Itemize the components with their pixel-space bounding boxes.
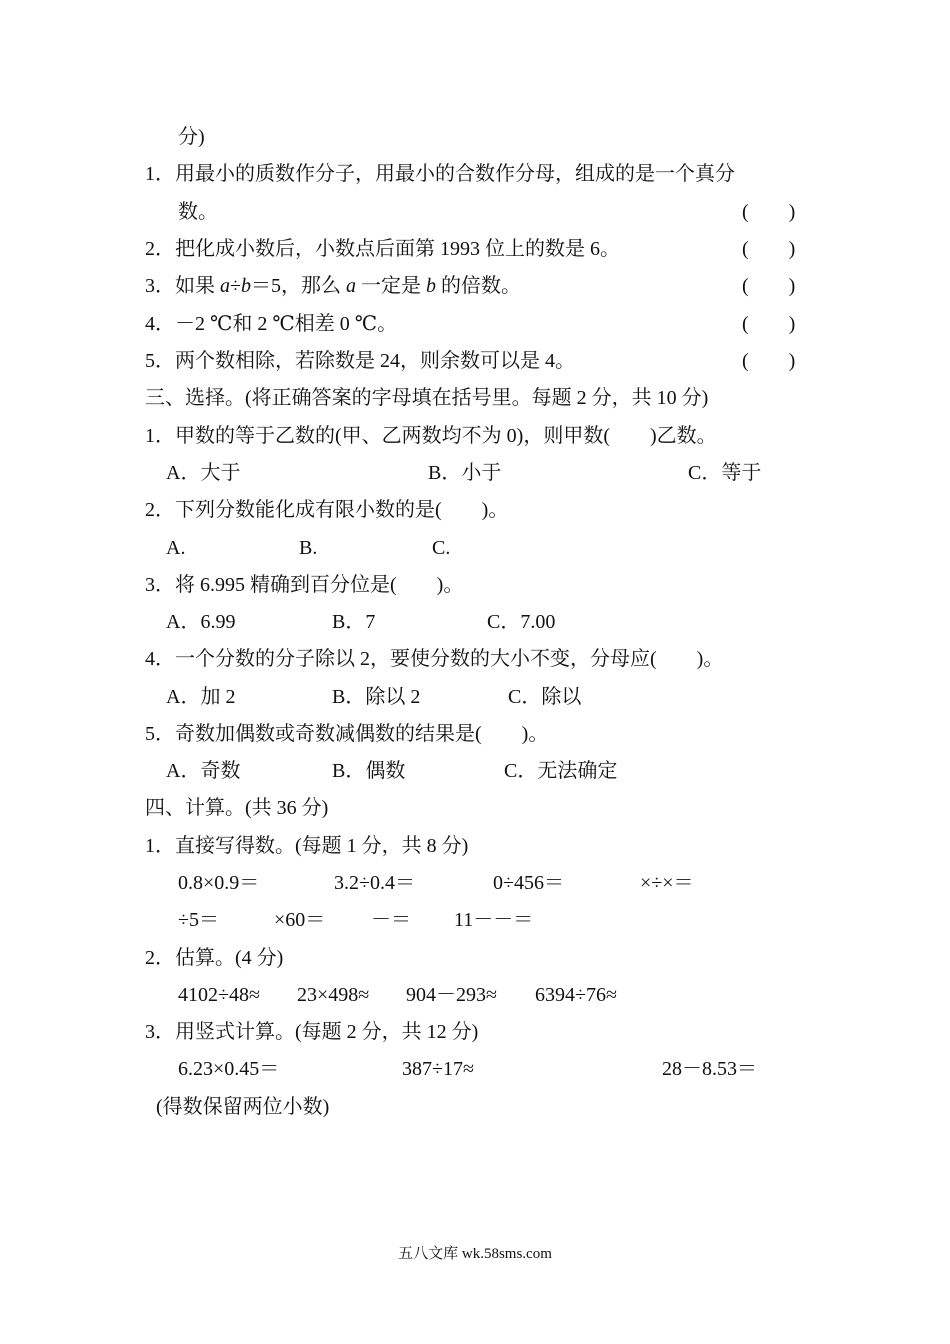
option-a[interactable]: A．加 2	[166, 686, 236, 708]
variable-a: a	[220, 275, 230, 297]
calc-expression: －＝	[371, 909, 411, 931]
choice-question-3: 3．将 6.995 精确到百分位是( )。	[145, 574, 464, 596]
judge-item-1	[145, 162, 735, 186]
variable-b: b	[240, 275, 251, 297]
footer-watermark: 五八文库 wk.58sms.com	[398, 1246, 552, 1262]
vertical-calc-expression: 6.23×0.45＝	[178, 1058, 280, 1080]
item-number: 2．	[145, 238, 175, 260]
calc-expression: 3.2÷0.4＝	[334, 872, 415, 894]
vertical-calc-expression: 387÷17≈	[402, 1058, 474, 1080]
calc-part-1-title: 1．直接写得数。(每题 1 分，共 8 分)	[145, 835, 469, 857]
option-a[interactable]: A．6.99	[166, 611, 236, 633]
variable-a: a	[345, 275, 356, 297]
section-4-heading: 四、计算。(共 36 分)	[145, 797, 329, 819]
calc-note: (得数保留两位小数)	[156, 1096, 330, 1118]
estimate-expression: 6394÷76≈	[535, 984, 617, 1006]
item-text: 的倍数。	[435, 275, 521, 297]
item-text: 把化成小数后，小数点后面第 1993 位上的数是 6。	[175, 238, 620, 260]
vertical-calc-expression: 28－8.53＝	[662, 1058, 757, 1080]
item-text: －2 ℃和 2 ℃相差 0 ℃。	[175, 313, 398, 335]
calc-part-2-title: 2．估算。(4 分)	[145, 947, 284, 969]
item-text: 两个数相除，若除数是 24，则余数可以是 4。	[175, 350, 575, 372]
estimate-expression: 23×498≈	[297, 984, 370, 1006]
choice-question-2: 2．下列分数能化成有限小数的是( )。	[145, 499, 509, 521]
estimate-expression: 4102÷48≈	[178, 984, 260, 1006]
choice-question-1: 1．甲数的等于乙数的(甲、乙两数均不为 0)，则甲数( )乙数。	[145, 425, 717, 447]
option-b[interactable]: B．除以 2	[332, 686, 421, 708]
choice-question-4: 4．一个分数的分子除以 2，要使分数的大小不变，分母应( )。	[145, 648, 724, 670]
section-3-heading: 三、选择。(将正确答案的字母填在括号里。每题 2 分，共 10 分)	[145, 387, 709, 409]
calc-expression: 11－－＝	[454, 909, 534, 931]
judge-item-1-cont: 数。	[178, 201, 218, 223]
judge-item-3	[145, 274, 521, 298]
section-continuation: 分)	[178, 126, 205, 148]
item-number: 3．	[145, 275, 175, 297]
option-b[interactable]: B.	[299, 537, 318, 559]
option-a[interactable]: A．大于	[166, 462, 241, 484]
calc-expression: 0÷456＝	[493, 872, 564, 894]
calc-expression: 0.8×0.9＝	[178, 872, 260, 894]
option-a[interactable]: A．奇数	[166, 760, 241, 782]
option-a[interactable]: A.	[166, 537, 186, 559]
item-text: ÷	[230, 275, 241, 297]
answer-paren[interactable]: ( )	[742, 275, 796, 297]
answer-paren[interactable]: ( )	[742, 201, 796, 223]
option-c[interactable]: C．无法确定	[504, 760, 618, 782]
answer-paren[interactable]: ( )	[742, 238, 796, 260]
calc-expression: ×÷×＝	[640, 872, 694, 894]
judge-item-2	[145, 237, 620, 261]
option-c[interactable]: C．等于	[688, 462, 762, 484]
item-text: 如果	[175, 275, 220, 297]
choice-question-5: 5．奇数加偶数或奇数减偶数的结果是( )。	[145, 723, 549, 745]
item-number: 4．	[145, 313, 175, 335]
item-text: 一定是	[355, 275, 426, 297]
variable-b: b	[425, 275, 436, 297]
item-number: 1．	[145, 163, 175, 185]
item-number: 5．	[145, 350, 175, 372]
judge-item-4	[145, 312, 397, 336]
item-text: 用最小的质数作分子，用最小的合数作分母，组成的是一个真分	[175, 163, 735, 185]
option-c[interactable]: C.	[432, 537, 451, 559]
judge-item-5	[145, 349, 575, 373]
calc-expression: ÷5＝	[178, 909, 219, 931]
option-c[interactable]: C．除以	[508, 686, 582, 708]
answer-paren[interactable]: ( )	[742, 313, 796, 335]
calc-expression: ×60＝	[274, 909, 326, 931]
option-c[interactable]: C．7.00	[487, 611, 556, 633]
option-b[interactable]: B．偶数	[332, 760, 406, 782]
option-b[interactable]: B．小于	[428, 462, 502, 484]
option-b[interactable]: B．7	[332, 611, 376, 633]
calc-part-3-title: 3．用竖式计算。(每题 2 分，共 12 分)	[145, 1021, 479, 1043]
answer-paren[interactable]: ( )	[742, 350, 796, 372]
estimate-expression: 904－293≈	[406, 984, 497, 1006]
item-text: ＝5，那么	[250, 275, 346, 297]
